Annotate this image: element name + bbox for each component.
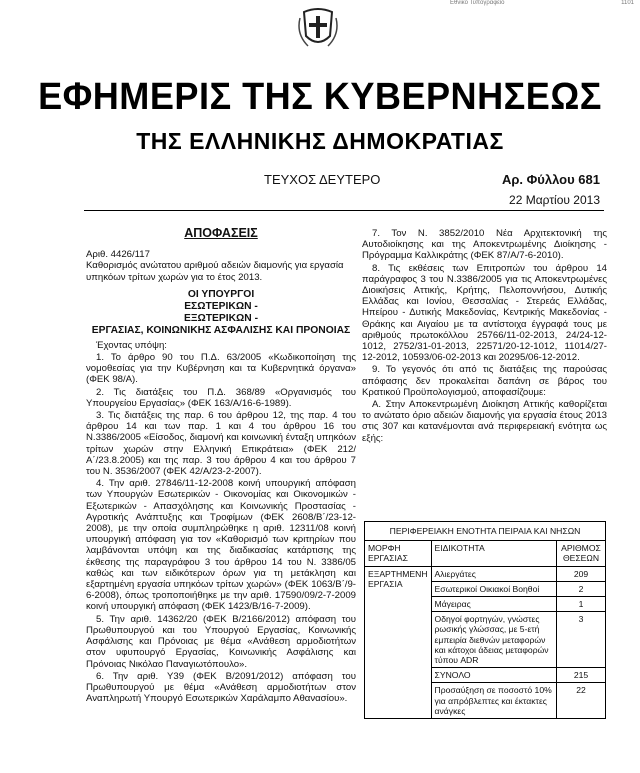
work-form-cell: ΕΞΑΡΤΗΜΕΝΗ ΕΡΓΑΣΙΑ [365, 566, 432, 718]
paragraph: 8. Τις εκθέσεις των Επιτροπών του άρθρου 14 παράγραφος 3 του Ν.3386/2005 για τις Αποκεντρωμένες Διοικήσεις Αττικής, Κρήτης, Πελοποννήσου, Δυτικής Ελλάδας και Ιονίου, Θεσσαλίας - Στερεάς Ελλάδας, Ηπείρου - Δυτικής Μακεδονίας, Κεντρικής Μακεδονίας - Θράκης και Αιγαίου με τα αντίστοιχα έγγραφά τους με αριθμούς πρωτοκόλλου 25766/11-02-2013, 24/24-12-1012, 2752/31-01-2013, 22571/20-12-1012, 11014/27-12-2012, 10593/06-02-2013 και 20295/06-12-2012. [362, 262, 607, 364]
column-header: ΑΡΙΘΜΟΣ ΘΕΣΕΩΝ [557, 541, 606, 566]
decision-number: Αριθ. 4426/117 [86, 249, 150, 261]
positions-table [364, 521, 606, 719]
count-cell: 2 [557, 581, 606, 596]
specialty-cell: Οδηγοί φορτηγών, γνώστες ρωσικής γλώσσας, με 5-ετή εμπειρία διεθνών μεταφορών και κάτοχοι άδειας μεταφορών τύπου ADR [431, 612, 556, 668]
count-cell: 3 [557, 612, 606, 668]
gazette-title: ΕΦΗΜΕΡΙΣ ΤΗΣ ΚΥΒΕΡΝΗΣΕΩΣ [38, 76, 602, 118]
issue-date: 22 Μαρτίου 2013 [509, 193, 600, 207]
right-column [362, 228, 607, 445]
intro-text: Έχοντας υπόψη: [96, 339, 167, 351]
authority-line: ΕΣΩΤΕΡΙΚΩΝ - [184, 300, 258, 312]
authority-line: ΟΙ ΥΠΟΥΡΓΟΙ [187, 288, 255, 300]
authority-line: ΕΡΓΑΣΙΑΣ, ΚΟΙΝΩΝΙΚΗΣ ΑΣΦΑΛΙΣΗΣ ΚΑΙ ΠΡΟΝΟΙΑΣ [91, 324, 351, 336]
count-cell: 22 [557, 683, 606, 719]
section-heading: ΑΠΟΦΑΣΕΙΣ [184, 226, 258, 240]
gazette-subtitle: ΤΗΣ ΕΛΛΗΝΙΚΗΣ ΔΗΜΟΚΡΑΤΙΑΣ [136, 128, 504, 154]
column-header: ΜΟΡΦΗ ΕΡΓΑΣΙΑΣ [365, 541, 432, 566]
table-row [365, 566, 606, 581]
table-title: ΠΕΡΙΦΕΡΕΙΑΚΗ ΕΝΟΤΗΤΑ ΠΕΙΡΑΙΑ ΚΑΙ ΝΗΣΩΝ [365, 522, 606, 541]
paragraph: Α. Στην Αποκεντρωμένη Διοίκηση Αττικής καθορίζεται το ανώτατο όριο αδειών διαμονής για εργασία έτους 2013 στις 307 και κατανέμονται ανά περιφερειακή ενότητα ως εξής: [362, 399, 607, 444]
printer-note: Εθνικό Τυπογραφείο [450, 0, 505, 6]
issue-label: ΤΕΥΧΟΣ ΔΕΥΤΕΡΟ [264, 172, 381, 187]
specialty-cell: Προσαύξηση σε ποσοστό 10% για απρόβλεπτες και έκτακτες ανάγκες [431, 683, 556, 719]
paragraph: 7. Τον Ν. 3852/2010 Νέα Αρχιτεκτονική της Αυτοδιοίκησης και της Αποκεντρωμένης Διοίκησης - Πρόγραμμα Καλλικράτης (ΦΕΚ 87/Α/7-6-2010). [362, 228, 607, 262]
paragraph: 9. Το γεγονός ότι από τις διατάξεις της παρούσας απόφασης δεν προκαλείται δαπάνη σε βάρος του Κρατικού Προϋπολογισμού, αποφασίζουμε: [362, 364, 607, 398]
left-column [86, 228, 356, 705]
paragraph: 2. Τις διατάξεις του Π.Δ. 368/89 «Οργανισμός του Υπουργείου Εργασίας» (ΦΕΚ 163/Α/16-6-1989). [86, 386, 356, 409]
specialty-cell: Αλιεργάτες [431, 566, 556, 581]
total-count-cell: 215 [557, 668, 606, 683]
header-divider [84, 210, 604, 211]
specialty-cell: Εσωτερικοί Οικιακοί Βοηθοί [431, 581, 556, 596]
count-cell: 209 [557, 566, 606, 581]
authority-line: ΕΞΩΤΕΡΙΚΩΝ - [183, 312, 259, 324]
paragraph: 5. Την αριθ. 14362/20 (ΦΕΚ Β/2166/2012) απόφαση του Πρωθυπουργού και του Υπουργού Εργασίας, Κοινωνικής Ασφάλισης και Πρόνοιας με θέμα «Ανάθεση αρμοδιοτήτων στον υφυπουργό Εργασίας, Κοινωνικής Ασφάλισης και Πρόνοιας Νικόλαο Παναγιωτόπουλο». [86, 613, 356, 670]
sheet-number: Αρ. Φύλλου 681 [501, 172, 600, 187]
page-number: 1101 [621, 0, 634, 6]
decision-title: Καθορισμός ανώτατου αριθμού αδειών διαμονής για εργασία υπηκόων τρίτων χωρών για το έτος 2013. [86, 260, 344, 283]
total-label-cell: ΣΥΝΟΛΟ [431, 668, 556, 683]
paragraph: 1. Το άρθρο 90 του Π.Δ. 63/2005 «Κωδικοποίηση της νομοθεσίας για την Κυβέρνηση και τα Κυβερνητικά όργανα» (ΦΕΚ 98/Α). [86, 352, 356, 386]
paragraph: 3. Τις διατάξεις της παρ. 6 του άρθρου 12, της παρ. 4 του άρθρου 14 και των παρ. 1 και 4 του άρθρου 16 του Ν.3386/2005 «Είσοδος, διαμονή και κοινωνική ένταξη υπηκόων τρίτων χωρών στην Ελληνική Επικράτεια» (ΦΕΚ 212/Α΄/23.8.2005) και της παρ. 3 του άρθρου 4 και του άρθρου 7 του Ν. 3536/2007 (ΦΕΚ 42/Α/23-2-2007). [86, 410, 356, 478]
column-header: ΕΙΔΙΚΟΤΗΤΑ [431, 541, 556, 566]
specialty-cell: Μάγειρας [431, 597, 556, 612]
count-cell: 1 [557, 597, 606, 612]
paragraph: 4. Την αριθ. 27846/11-12-2008 κοινή υπουργική απόφαση των Υπουργών Εσωτερικών - Οικονομίας και Οικονομικών - Εξωτερικών - Απασχόλησης και Κοινωνικής Προστασίας - Αγροτικής Ανάπτυξης και Τροφίμων (ΦΕΚ 2608/Β΄/23-12-2008), με την οποία συμπληρώθηκε η αριθ. 12311/08 κοινή υπουργική απόφαση για τον «Καθορισμό των κριτηρίων που λαμβάνονται υπόψη και της διαδικασίας κατάρτισης της έκθεσης της παραγράφου 3 του άρθρου 14 του Ν. 3386/05 καθώς και των ειδικότερων όρων για τη μετάκληση και εξαρτημένη εργασία υπηκόων τρίτων χωρών» (ΦΕΚ 1063/Β΄/9-6-2008), όπως τροποποιήθηκε με την αριθ. 17590/09/2-7-2009 κοινή υπουργική απόφαση (ΦΕΚ 1423/Β/16-7-2009). [86, 478, 356, 613]
greek-emblem-icon [296, 4, 340, 54]
paragraph: 6. Την αριθ. Υ39 (ΦΕΚ Β/2091/2012) απόφαση του Πρωθυπουργού με θέμα «Ανάθεση αρμοδιοτήτων στον Αναπληρωτή Υπουργό Εσωτερικών Χαράλαμπο Αθανασίου». [86, 670, 356, 705]
